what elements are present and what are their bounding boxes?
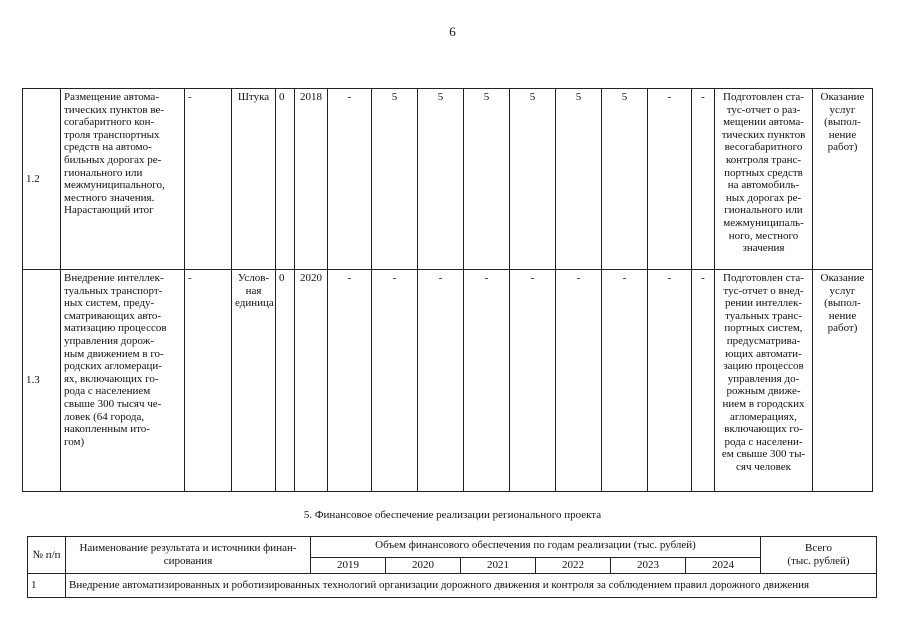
result-type-of-work: Оказание услуг (выпол- нение работ) [813, 89, 873, 270]
result-year-value: - [602, 270, 648, 492]
result-year-value: - [556, 270, 602, 492]
fin-year-2023: 2023 [611, 558, 686, 574]
result-base-year: 2018 [295, 89, 328, 270]
result-base-value: 0 [276, 270, 295, 492]
result-number: 1.3 [23, 270, 61, 492]
result-number: 1.2 [23, 89, 61, 270]
fin-year-2019: 2019 [311, 558, 386, 574]
result-year-value: 5 [510, 89, 556, 270]
result-year-value: - [328, 89, 372, 270]
result-year-value: 5 [372, 89, 418, 270]
table-row [23, 270, 873, 492]
result-base-value: 0 [276, 89, 295, 270]
result-characteristic: Подготовлен ста- тус-отчет о раз- мещении автома- тических пунктов весогабаритного контроля транс- портных средств на автомобиль- ных дорогах ре- гионального или межмуниципаль- ного, местного значения [715, 89, 813, 270]
fin-header-total: Всего (тыс. рублей) [761, 537, 877, 574]
result-name: Размещение автома- тических пунктов ве- согабаритного кон- троля транспортных средств на автомо- бильных дорогах ре- гионального или межмуниципального, местного значения. Нарастающий итог [61, 89, 185, 270]
result-year-value: - [510, 270, 556, 492]
result-year-value: - [692, 270, 715, 492]
table-row [23, 89, 873, 270]
fin-year-2022: 2022 [536, 558, 611, 574]
result-year-value: 5 [556, 89, 602, 270]
fin-header-volume: Объем финансового обеспечения по годам реализации (тыс. рублей) [311, 537, 761, 558]
page-number: 6 [449, 24, 456, 39]
fin-header-name: Наименование результата и источники финан- сирования [66, 537, 311, 574]
result-type: - [185, 89, 232, 270]
result-name: Внедрение интеллек- туальных транспорт- ных систем, преду- сматривающих авто- матизацию процессов управления дорож- ным движением в го- родских агломераци- ях, включающих го- рода с населением свыше 300 тысяч че- ловек (64 города, накопленным ито- гом) [61, 270, 185, 492]
fin-row-text: Внедрение автоматизированных и роботизированных технологий организации дорожного движения и контроля за соблюдением правил дорожного движения [66, 573, 877, 597]
result-type-of-work: Оказание услуг (выпол- нение работ) [813, 270, 873, 492]
fin-header-num: № п/п [28, 537, 66, 574]
result-year-value: 5 [602, 89, 648, 270]
result-characteristic: Подготовлен ста- тус-отчет о внед- рении интеллек- туальных транс- портных систем, предусматрива- ющих автомати- зацию процессов управления до- рожным движе- нием в городских агломерациях, включающих го- рода с населени- ем свыше 300 ты- сяч человек [715, 270, 813, 492]
result-unit: Услов- ная единица [232, 270, 276, 492]
financing-table [27, 536, 877, 598]
result-year-value: - [648, 270, 692, 492]
fin-year-2020: 2020 [386, 558, 461, 574]
result-year-value: - [692, 89, 715, 270]
fin-year-2021: 2021 [461, 558, 536, 574]
result-year-value: - [464, 270, 510, 492]
result-year-value: 5 [464, 89, 510, 270]
section-title: 5. Финансовое обеспечение реализации регионального проекта [303, 509, 602, 521]
result-type: - [185, 270, 232, 492]
fin-row-num: 1 [28, 573, 66, 597]
result-base-year: 2020 [295, 270, 328, 492]
result-year-value: - [372, 270, 418, 492]
fin-year-2024: 2024 [686, 558, 761, 574]
result-unit: Штука [232, 89, 276, 270]
result-year-value: - [328, 270, 372, 492]
result-year-value: 5 [418, 89, 464, 270]
results-table [22, 88, 873, 492]
result-year-value: - [418, 270, 464, 492]
result-year-value: - [648, 89, 692, 270]
